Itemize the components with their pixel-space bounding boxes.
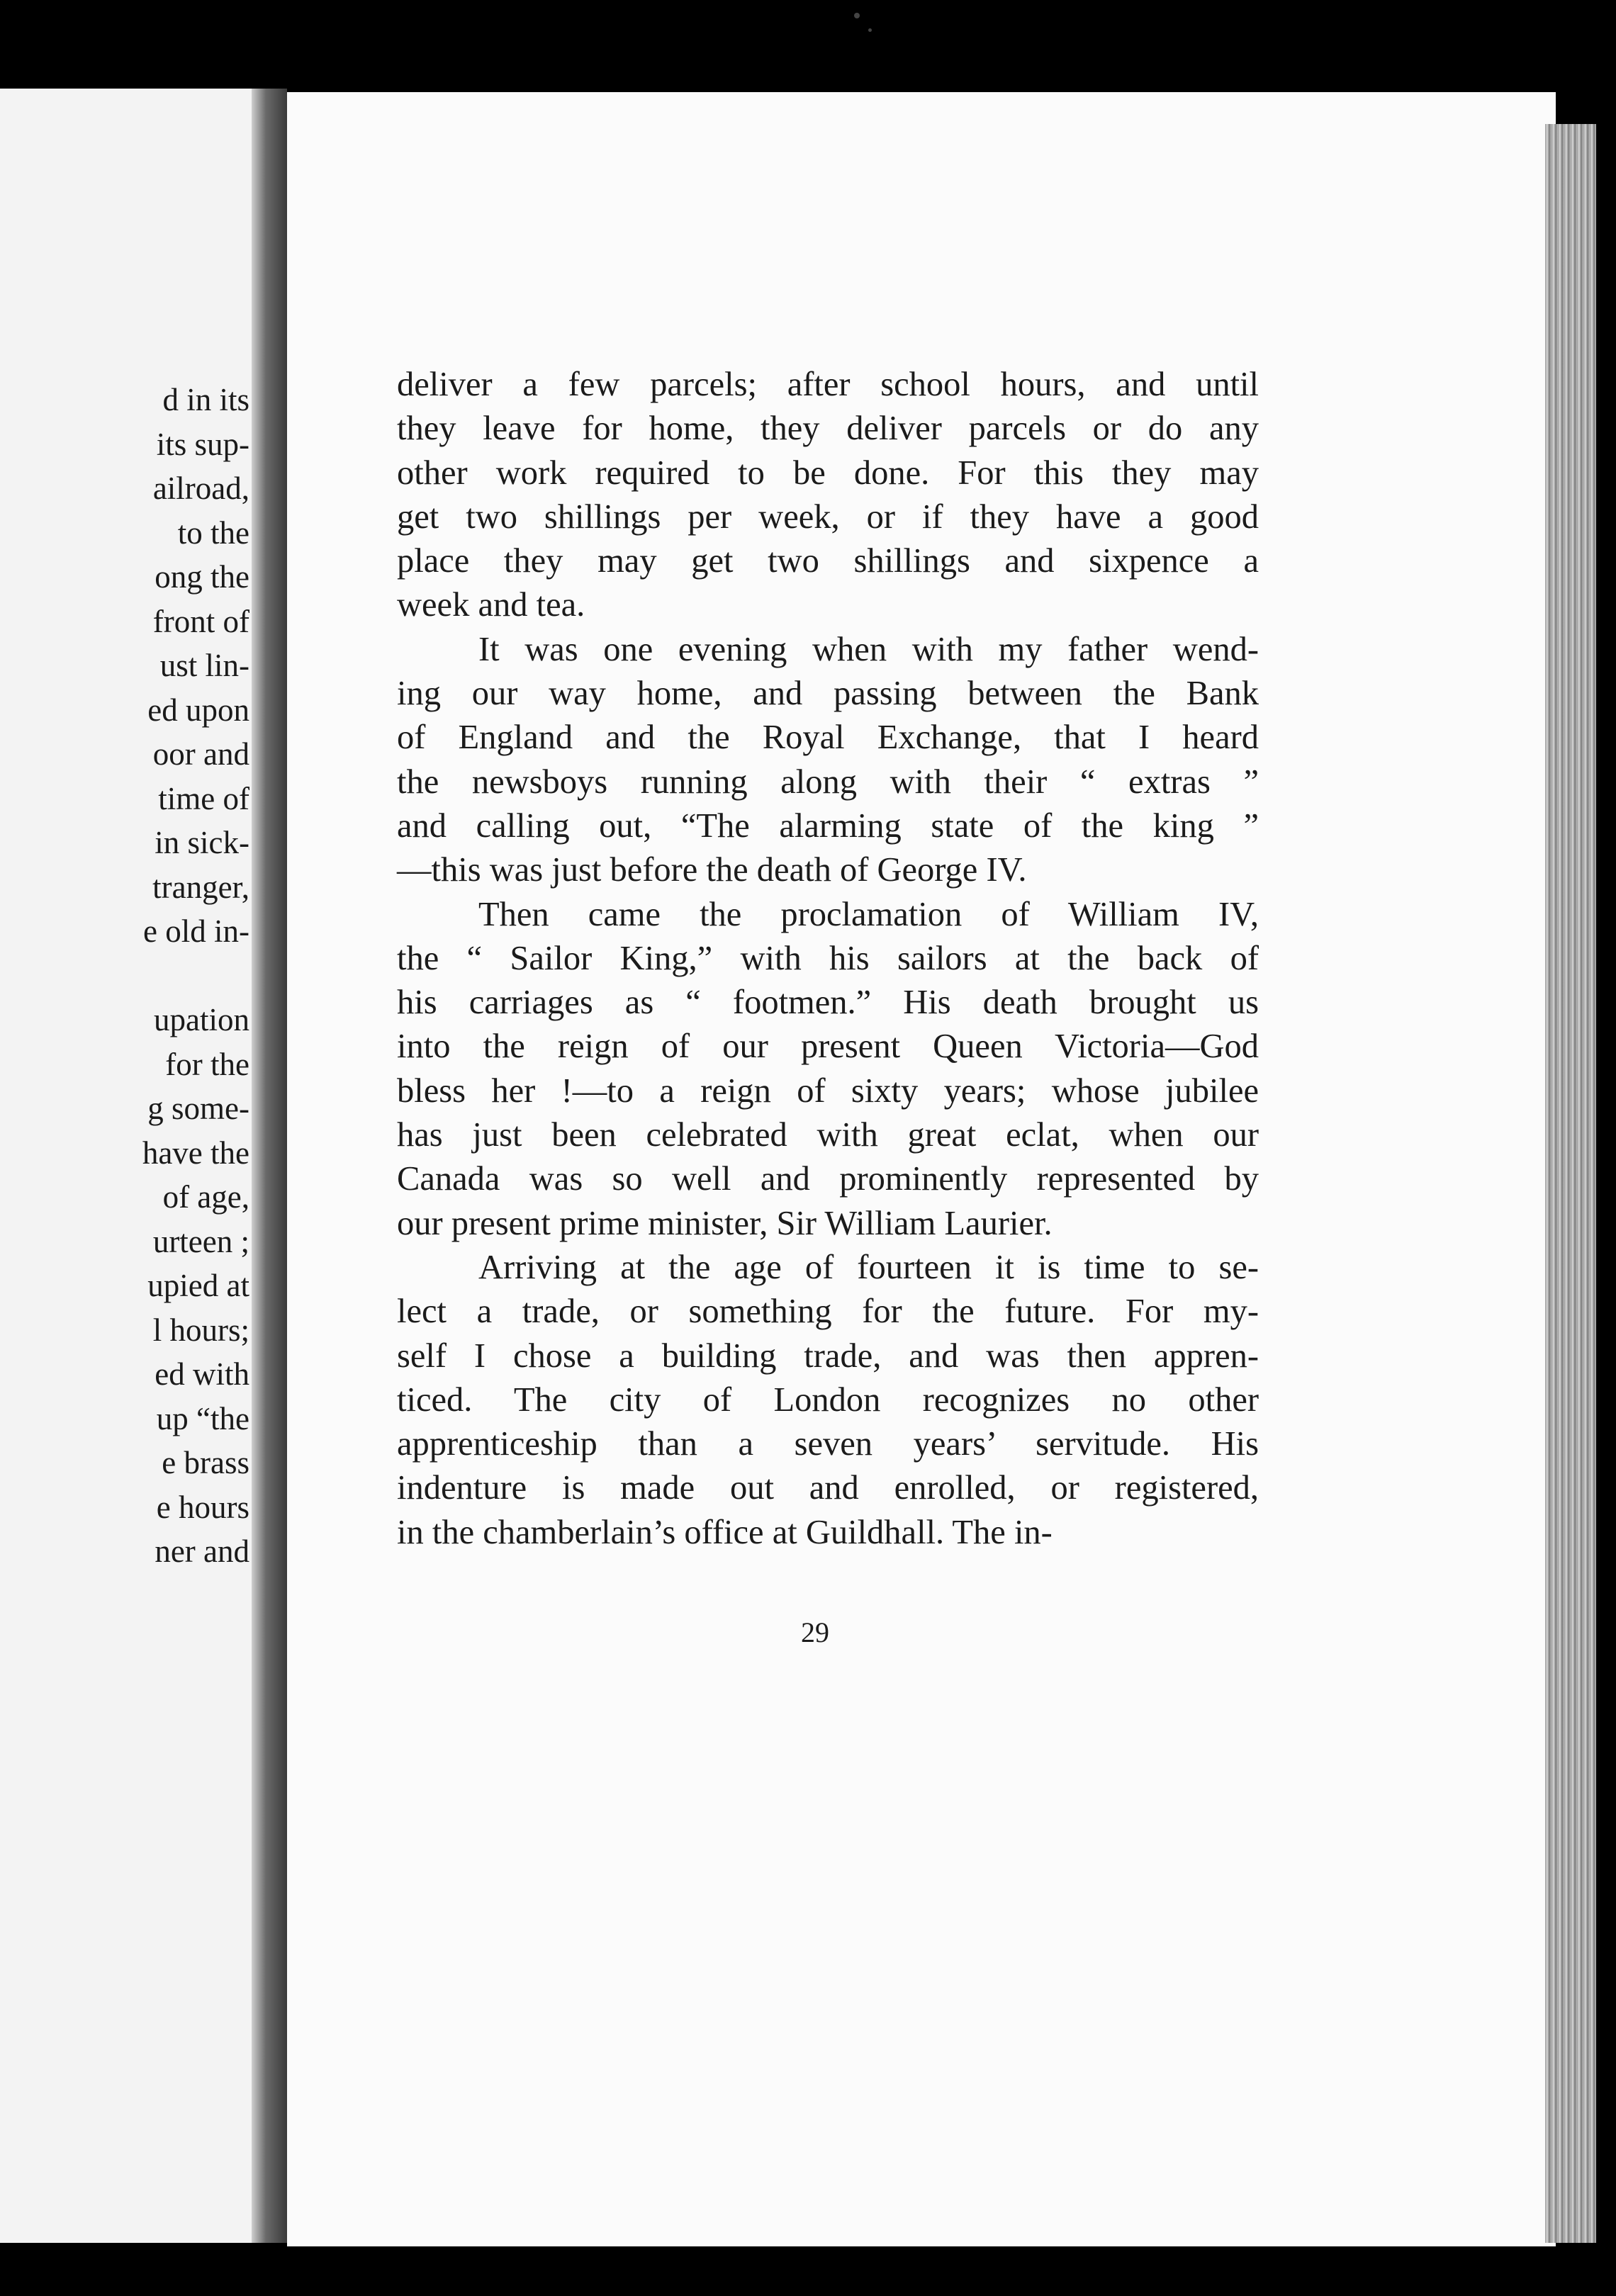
- text-line: week and tea.: [397, 586, 585, 624]
- text-line: bless her !—to a reign of sixty years; whose jubilee: [397, 1071, 1259, 1110]
- facing-page-line: have the: [142, 1135, 249, 1171]
- facing-page-line: g some-: [147, 1091, 249, 1126]
- facing-page-line: in sick-: [155, 825, 249, 860]
- facing-page-line: ed with: [155, 1356, 249, 1392]
- facing-page-line: urteen ;: [152, 1223, 249, 1259]
- facing-page-line: ailroad,: [152, 471, 249, 506]
- facing-page-line: its sup-: [156, 426, 249, 462]
- facing-page-line: e brass: [162, 1445, 249, 1480]
- text-line: the “ Sailor King,” with his sailors at the back of: [397, 939, 1259, 977]
- facing-page-line: e old in-: [143, 913, 249, 949]
- page-number: 29: [801, 1616, 829, 1648]
- facing-page-line: upied at: [147, 1268, 249, 1303]
- text-line: in the chamberlain’s office at Guildhall. The in-: [397, 1513, 1053, 1551]
- text-line: Arriving at the age of fourteen it is time to se-: [478, 1248, 1259, 1286]
- facing-page-line: front of: [152, 603, 249, 639]
- page-edges: [1545, 124, 1596, 2243]
- facing-page-line: time of: [158, 780, 249, 816]
- text-line: Then came the proclamation of William IV,: [478, 895, 1259, 933]
- scan-speck: [868, 28, 872, 32]
- text-line: lect a trade, or something for the future. For my-: [397, 1293, 1259, 1331]
- text-line: —this was just before the death of George IV.: [397, 851, 1027, 889]
- text-line: the newsboys running along with their “ extras ”: [397, 762, 1259, 801]
- text-line: of England and the Royal Exchange, that I heard: [397, 719, 1259, 757]
- text-line: Canada was so well and prominently represented by: [397, 1160, 1259, 1198]
- paragraph: [397, 363, 1259, 628]
- facing-page-line: e hours: [156, 1489, 249, 1525]
- scan-speck: [854, 13, 860, 18]
- facing-page-text: [0, 378, 249, 1574]
- text-line: has just been celebrated with great eclat, when our: [397, 1116, 1259, 1154]
- text-line: and calling out, “The alarming state of the king ”: [397, 806, 1259, 845]
- text-line: indenture is made out and enrolled, or registered,: [397, 1469, 1259, 1507]
- facing-page-line: l hours;: [152, 1312, 249, 1348]
- facing-page-line: upation: [154, 1002, 249, 1037]
- facing-page-line: up “the: [156, 1400, 249, 1436]
- facing-page-line: tranger,: [152, 869, 249, 905]
- facing-page-line: to the: [177, 514, 249, 551]
- facing-page-line: ner and: [155, 1534, 249, 1569]
- paragraph: [397, 1246, 1259, 1555]
- facing-page-line: ong the: [155, 559, 249, 595]
- paragraph: [397, 628, 1259, 893]
- facing-page-left: [0, 89, 262, 2243]
- facing-page-line: ed upon: [147, 692, 249, 728]
- text-line: deliver a few parcels; after school hours, and until: [397, 366, 1259, 403]
- text-line: into the reign of our present Queen Victoria—God: [397, 1028, 1259, 1066]
- text-line: our present prime minister, Sir William Laurier.: [397, 1204, 1053, 1242]
- facing-page-blank-line: [0, 954, 249, 998]
- facing-page-line: oor and: [152, 736, 249, 772]
- text-line: other work required to be done. For this they may: [397, 454, 1259, 492]
- text-line: It was one evening when with my father wend-: [478, 630, 1259, 668]
- book-gutter: [252, 89, 287, 2243]
- page-body-text: [397, 363, 1259, 1555]
- text-line: apprenticeship than a seven years’ servitude. His: [397, 1425, 1259, 1463]
- facing-page-line: ust lin-: [159, 648, 249, 683]
- facing-page-line: of age,: [162, 1179, 249, 1215]
- text-line: ing our way home, and passing between the Bank: [397, 675, 1259, 713]
- text-line: they leave for home, they deliver parcels or do any: [397, 410, 1259, 448]
- facing-page-line: for the: [165, 1046, 249, 1082]
- text-line: self I chose a building trade, and was then appren-: [397, 1336, 1259, 1375]
- text-line: place they may get two shillings and sixpence a: [397, 542, 1259, 580]
- paragraph: [397, 893, 1259, 1246]
- text-line: get two shillings per week, or if they have a good: [397, 497, 1259, 536]
- text-line: ticed. The city of London recognizes no other: [397, 1380, 1259, 1419]
- text-line: his carriages as “ footmen.” His death brought us: [397, 984, 1259, 1022]
- facing-page-line: d in its: [162, 382, 249, 417]
